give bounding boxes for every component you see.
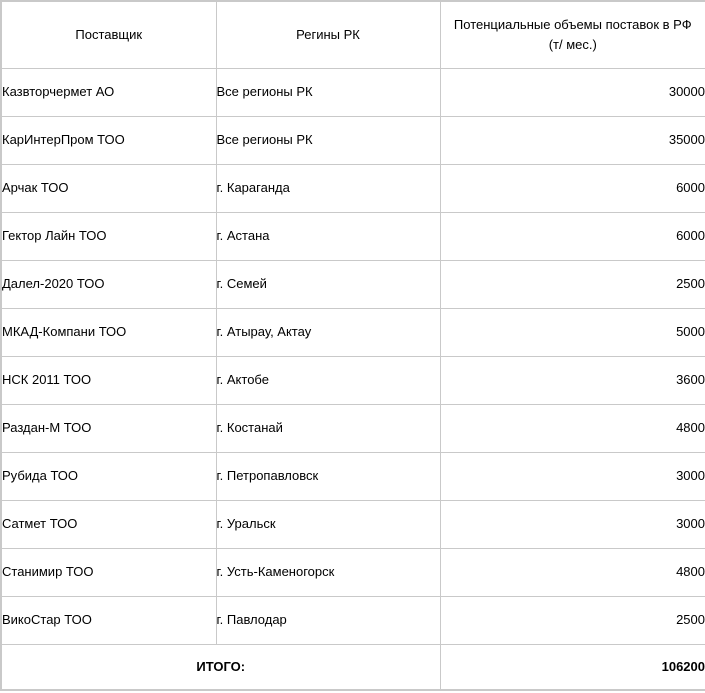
supplier-cell: Далел-2020 ТОО	[1, 261, 216, 309]
regions-cell: Все регионы РК	[216, 117, 440, 165]
table-row	[1, 453, 705, 501]
volume-cell: 6000	[440, 213, 705, 261]
table-row	[1, 405, 705, 453]
volume-cell: 3000	[440, 501, 705, 549]
table-row	[1, 213, 705, 261]
column-header-volume: Потенциальные объемы поставок в РФ (т/ мес.)	[440, 1, 705, 69]
supplier-cell: Арчак ТОО	[1, 165, 216, 213]
footer-row	[1, 645, 705, 691]
table-row	[1, 165, 705, 213]
total-value: 106200	[440, 645, 705, 691]
table-row	[1, 549, 705, 597]
table-body	[1, 69, 705, 645]
volume-cell: 2500	[440, 261, 705, 309]
total-label: ИТОГО:	[1, 645, 440, 691]
table-row	[1, 357, 705, 405]
volume-cell: 4800	[440, 549, 705, 597]
volume-cell: 3000	[440, 453, 705, 501]
regions-cell: г. Семей	[216, 261, 440, 309]
volume-cell: 2500	[440, 597, 705, 645]
table-row	[1, 69, 705, 117]
regions-cell: г. Уральск	[216, 501, 440, 549]
header-row	[1, 1, 705, 69]
table-row	[1, 309, 705, 357]
table-header	[1, 1, 705, 69]
table-footer	[1, 645, 705, 691]
volume-cell: 6000	[440, 165, 705, 213]
supplier-cell: Раздан-М ТОО	[1, 405, 216, 453]
volume-cell: 30000	[440, 69, 705, 117]
supplier-cell: Станимир ТОО	[1, 549, 216, 597]
table-row	[1, 261, 705, 309]
supplier-cell: Сатмет ТОО	[1, 501, 216, 549]
regions-cell: г. Атырау, Актау	[216, 309, 440, 357]
table-row	[1, 597, 705, 645]
regions-cell: г. Астана	[216, 213, 440, 261]
regions-cell: г. Павлодар	[216, 597, 440, 645]
volume-cell: 4800	[440, 405, 705, 453]
regions-cell: г. Актобе	[216, 357, 440, 405]
table-row	[1, 117, 705, 165]
table-row	[1, 501, 705, 549]
supplier-cell: Казвторчермет АО	[1, 69, 216, 117]
supplier-cell: Рубида ТОО	[1, 453, 216, 501]
regions-cell: г. Костанай	[216, 405, 440, 453]
regions-cell: г. Караганда	[216, 165, 440, 213]
column-header-regions: Регины РК	[216, 1, 440, 69]
volume-cell: 35000	[440, 117, 705, 165]
supplier-cell: ВикоСтар ТОО	[1, 597, 216, 645]
supplier-cell: Гектор Лайн ТОО	[1, 213, 216, 261]
supplier-cell: КарИнтерПром ТОО	[1, 117, 216, 165]
regions-cell: г. Петропавловск	[216, 453, 440, 501]
supplier-cell: МКАД-Компани ТОО	[1, 309, 216, 357]
regions-cell: г. Усть-Каменогорск	[216, 549, 440, 597]
supplier-cell: НСК 2011 ТОО	[1, 357, 216, 405]
column-header-supplier: Поставщик	[1, 1, 216, 69]
volume-cell: 3600	[440, 357, 705, 405]
volume-cell: 5000	[440, 309, 705, 357]
regions-cell: Все регионы РК	[216, 69, 440, 117]
